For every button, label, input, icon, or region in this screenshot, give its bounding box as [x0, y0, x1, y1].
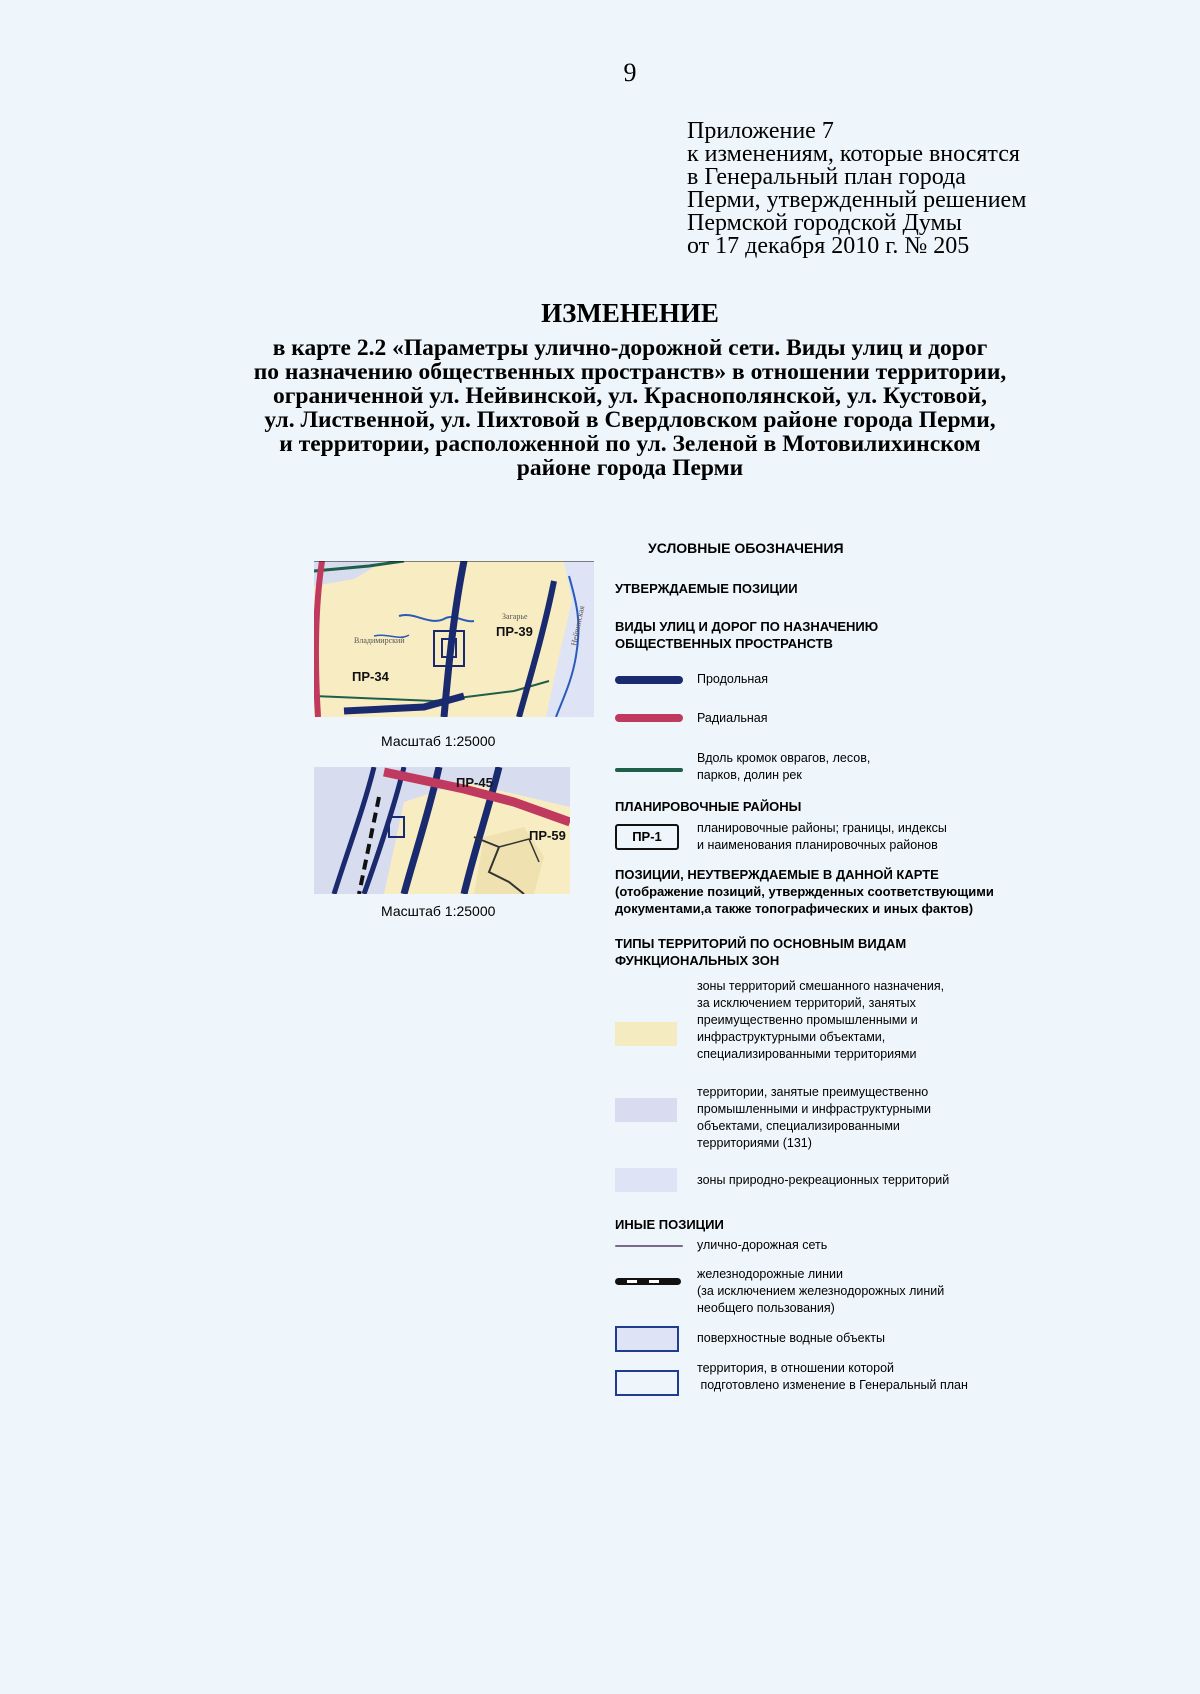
- legend-heading-line: документами,а также топографических и иных фактов): [615, 901, 974, 916]
- legend-text-line: и наименования планировочных районов: [697, 838, 938, 852]
- appendix-line: к изменениям, которые вносятся: [687, 141, 1020, 167]
- map-2-drawing: [314, 767, 570, 894]
- legend-railway-swatch: [615, 1278, 681, 1285]
- legend-radial-swatch: [615, 714, 683, 722]
- map-1-label-vladimirsky: Владимирский: [354, 636, 405, 645]
- legend-text-line: (за исключением железнодорожных линий: [697, 1284, 945, 1298]
- legend-natural-swatch: [615, 1168, 677, 1192]
- legend-territory-types-heading: [615, 935, 906, 969]
- legend-edges-label: [697, 750, 870, 784]
- legend-mixed-swatch: [615, 1022, 677, 1046]
- legend-text-line: объектами, специализированными: [697, 1119, 900, 1133]
- appendix-line: в Генеральный план города: [687, 164, 966, 190]
- legend-heading-line: (отображение позиций, утвержденных соответствующими: [615, 884, 994, 899]
- legend-mixed-label: [697, 978, 944, 1063]
- legend-text-line: специализированными территориями: [697, 1047, 917, 1061]
- map-1-label-zagarye: Загарье: [502, 612, 528, 621]
- legend-water-swatch: [615, 1326, 679, 1352]
- legend-title: УСЛОВНЫЕ ОБОЗНАЧЕНИЯ: [648, 540, 844, 556]
- legend-territory-change-label: [697, 1360, 968, 1394]
- appendix-line: Приложение 7: [687, 118, 834, 144]
- legend-street-network-swatch: [615, 1245, 683, 1247]
- legend-text-line: территория, в отношении которой: [697, 1361, 895, 1375]
- legend-text-line: инфраструктурными объектами,: [697, 1030, 886, 1044]
- legend-street-types-heading: [615, 618, 878, 652]
- legend-text-line: за исключением территорий, занятых: [697, 996, 916, 1010]
- legend-railway-label: [697, 1266, 944, 1317]
- legend-territory-change-swatch: [615, 1370, 679, 1396]
- legend-industrial-label: [697, 1084, 931, 1152]
- legend-pr-box: ПР-1: [615, 824, 679, 850]
- legend-natural-label: зоны природно-рекреационных территорий: [697, 1173, 950, 1187]
- legend-text-line: территории, занятые преимущественно: [697, 1085, 929, 1099]
- legend-street-network-label: улично-дорожная сеть: [697, 1238, 828, 1252]
- subheading-line: районе города Перми: [516, 455, 744, 481]
- document-heading: ИЗМЕНЕНИЕ: [541, 298, 719, 328]
- legend-longitudinal-label: Продольная: [697, 672, 769, 686]
- legend-industrial-swatch: [615, 1098, 677, 1122]
- map-2-label-pr59: ПР-59: [529, 828, 566, 843]
- legend-text-line: подготовлено изменение в Генеральный план: [697, 1378, 968, 1392]
- subheading-line: в карте 2.2 «Параметры улично-дорожной сети. Виды улиц и дорог: [272, 335, 988, 361]
- map-fragment-2: [314, 767, 570, 894]
- legend-text-line: преимущественно промышленными и: [697, 1013, 918, 1027]
- legend-radial-label: Радиальная: [697, 711, 768, 725]
- map-1-scale: Масштаб 1:25000: [381, 733, 496, 749]
- map-fragment-1: [314, 561, 594, 717]
- map-1-label-pr39: ПР-39: [496, 624, 533, 639]
- legend-text-line: зоны территорий смешанного назначения,: [697, 979, 945, 993]
- legend-not-approved-heading: [615, 866, 994, 917]
- appendix-line: Перми, утвержденный решением: [687, 187, 1027, 213]
- appendix-block: [687, 120, 1026, 258]
- map-1-label-pr34: ПР-34: [352, 669, 389, 684]
- legend-heading-line: ТИПЫ ТЕРРИТОРИЙ ПО ОСНОВНЫМ ВИДАМ: [615, 936, 907, 951]
- legend-water-label: поверхностные водные объекты: [697, 1331, 885, 1345]
- legend-planning-heading: ПЛАНИРОВОЧНЫЕ РАЙОНЫ: [615, 799, 802, 814]
- legend-heading-line: ФУНКЦИОНАЛЬНЫХ ЗОН: [615, 953, 780, 968]
- legend-text-line: Вдоль кромок оврагов, лесов,: [697, 751, 871, 765]
- legend-edges-swatch: [615, 768, 683, 772]
- legend-heading-line: ПОЗИЦИИ, НЕУТВЕРЖДАЕМЫЕ В ДАННОЙ КАРТЕ: [615, 867, 939, 882]
- subheading-line: и территории, расположенной по ул. Зеленой в Мотовилихинском: [279, 431, 981, 457]
- legend-other-heading: ИНЫЕ ПОЗИЦИИ: [615, 1217, 724, 1232]
- appendix-line: Пермской городской Думы: [687, 210, 962, 236]
- legend-text-line: парков, долин рек: [697, 768, 802, 782]
- map-1-drawing: [314, 561, 594, 717]
- map-2-label-pr45: ПР-45: [456, 775, 493, 790]
- legend-approved-heading: УТВЕРЖДАЕМЫЕ ПОЗИЦИИ: [615, 581, 798, 596]
- legend-text-line: промышленными и инфраструктурными: [697, 1102, 931, 1116]
- subheading-line: ограниченной ул. Нейвинской, ул. Краснополянской, ул. Кустовой,: [273, 383, 987, 409]
- legend-longitudinal-swatch: [615, 676, 683, 684]
- document-subheading: [140, 336, 1120, 480]
- legend-text-line: территориями (131): [697, 1136, 812, 1150]
- subheading-line: ул. Лиственной, ул. Пихтовой в Свердловском районе города Перми,: [264, 407, 996, 433]
- legend-heading-line: ОБЩЕСТВЕННЫХ ПРОСТРАНСТВ: [615, 636, 833, 651]
- legend-text-line: железнодорожные линии: [697, 1267, 844, 1281]
- subheading-line: по назначению общественных пространств» в отношении территории,: [253, 359, 1007, 385]
- page-number: 9: [623, 58, 637, 87]
- legend-text-line: необщего пользования): [697, 1301, 835, 1315]
- legend-pr-label: [697, 820, 947, 854]
- appendix-line: от 17 декабря 2010 г. № 205: [687, 233, 970, 259]
- map-1-label-river: Нейвинская: [569, 604, 587, 647]
- legend-text-line: планировочные районы; границы, индексы: [697, 821, 947, 835]
- map-2-scale: Масштаб 1:25000: [381, 903, 496, 919]
- legend-heading-line: ВИДЫ УЛИЦ И ДОРОГ ПО НАЗНАЧЕНИЮ: [615, 619, 879, 634]
